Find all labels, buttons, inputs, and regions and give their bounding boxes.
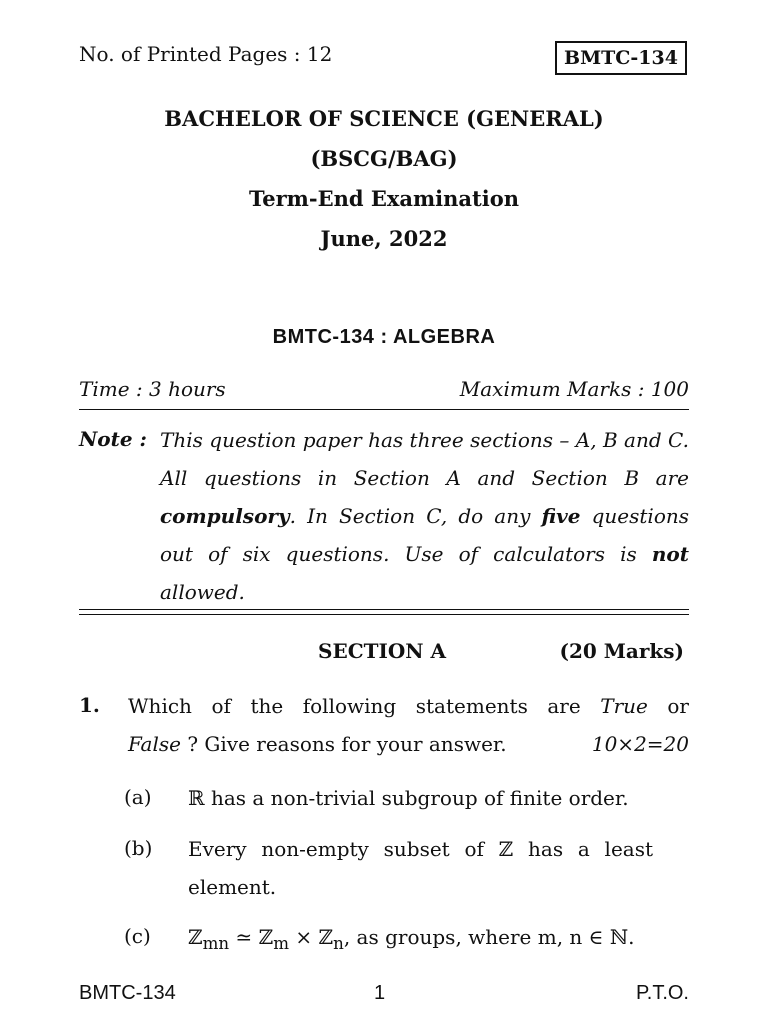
item-text-c: ℤ$_{mn}$ ≃ ℤ$_m$ × ℤ$_n$, as groups, where m, n ∈ ℕ. xyxy=(188,925,635,953)
note-divider-bottom xyxy=(79,614,689,615)
section-title: SECTION A xyxy=(318,639,447,663)
course-code-box: BMTC-134 xyxy=(555,41,687,75)
item-text-a: ℝ has a non-trivial subgroup of finite order. xyxy=(188,786,629,810)
note-text: This question paper has three sections – A, B and C. All questions in Section A and Section B are compulsory. In Section C, do any five questions out of six questions. Use of calculators is not allowed. xyxy=(160,428,689,604)
section-marks: (20 Marks) xyxy=(559,639,684,663)
please-turn-over: P.T.O. xyxy=(636,982,689,1004)
note-divider-top xyxy=(79,609,689,610)
footer-course-code: BMTC-134 xyxy=(79,982,176,1004)
item-label-b: (b) xyxy=(124,836,153,860)
item-label-a: (a) xyxy=(124,785,152,809)
marks-allocation: 10×2=20 xyxy=(591,732,689,756)
maximum-marks: Maximum Marks : 100 xyxy=(459,377,689,401)
time-allowed: Time : 3 hours xyxy=(79,377,226,401)
question-prompt: Which of the following statements are True or False ? Give reasons for your answer. 10×2=20 xyxy=(128,687,689,763)
programme-code: (BSCG/BAG) xyxy=(310,146,458,171)
printed-pages-count: No. of Printed Pages : 12 xyxy=(79,42,333,66)
item-label-c: (c) xyxy=(124,924,151,948)
item-text-b: Every non-empty subset of ℤ has a least element. xyxy=(188,837,653,899)
header-divider xyxy=(79,409,689,410)
page-number: 1 xyxy=(374,982,386,1004)
degree-title: BACHELOR OF SCIENCE (GENERAL) xyxy=(164,106,604,131)
question-number: 1. xyxy=(79,693,100,717)
exam-name: Term-End Examination xyxy=(248,186,519,211)
note-label: Note : xyxy=(79,427,147,451)
exam-date: June, 2022 xyxy=(320,226,448,251)
course-title: BMTC-134 : ALGEBRA xyxy=(272,326,496,348)
